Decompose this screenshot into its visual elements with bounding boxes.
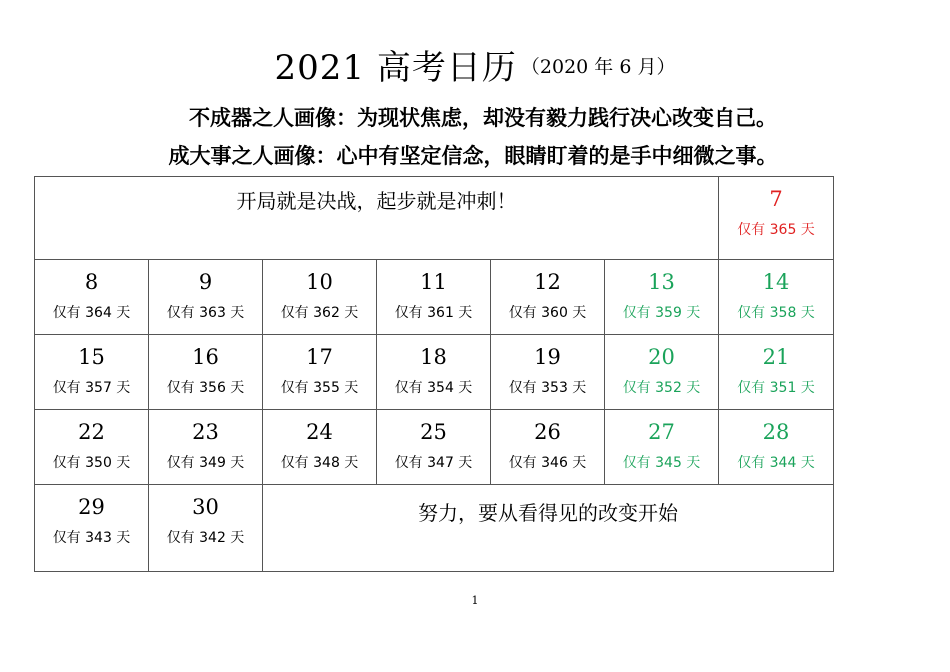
- page-title: 2021 高考日历: [274, 48, 517, 88]
- days-left: 仅有 362 天: [280, 305, 359, 321]
- day-number: 12: [534, 270, 561, 294]
- day-number: 10: [306, 270, 333, 294]
- calendar-title-block: [0, 40, 950, 89]
- days-left: 仅有 346 天: [508, 455, 587, 471]
- day-number: 21: [762, 345, 790, 369]
- days-left: 仅有 353 天: [508, 380, 587, 396]
- day-number: 9: [198, 270, 213, 294]
- day-number: 22: [78, 420, 105, 444]
- days-left: 仅有 357 天: [52, 380, 131, 396]
- days-left: 仅有 350 天: [52, 455, 131, 471]
- day-cell: [149, 485, 263, 572]
- days-left: 仅有 356 天: [166, 380, 245, 396]
- day-number: 23: [192, 420, 219, 444]
- day-cell: [35, 335, 149, 410]
- day-cell: [149, 335, 263, 410]
- day-cell: [719, 177, 834, 260]
- days-left: 仅有 360 天: [508, 305, 587, 321]
- motto-line-1: 不成器之人画像：为现状焦虑，却没有毅力践行决心改变自己。: [189, 106, 777, 130]
- day-number: 8: [84, 270, 99, 294]
- day-number: 16: [192, 345, 219, 369]
- calendar-grid: [34, 176, 834, 572]
- calendar-row: [35, 260, 834, 335]
- days-left: 仅有 343 天: [52, 530, 131, 546]
- day-number: 15: [78, 345, 105, 369]
- day-cell: [605, 260, 719, 335]
- day-cell: [491, 335, 605, 410]
- days-left: 仅有 344 天: [737, 455, 815, 471]
- days-left: 仅有 354 天: [394, 380, 473, 396]
- days-left: 仅有 358 天: [737, 305, 815, 321]
- day-number: 13: [648, 270, 675, 294]
- day-cell: [263, 260, 377, 335]
- calendar-row: [35, 335, 834, 410]
- day-cell: [719, 410, 834, 485]
- calendar-row: [35, 177, 834, 260]
- days-left: 仅有 351 天: [737, 380, 815, 396]
- day-cell: [377, 410, 491, 485]
- day-number: 30: [192, 495, 219, 519]
- days-left: 仅有 348 天: [280, 455, 359, 471]
- day-cell: [263, 410, 377, 485]
- day-cell: [491, 410, 605, 485]
- day-cell: [149, 410, 263, 485]
- day-number: 28: [762, 420, 790, 444]
- days-left: 仅有 363 天: [166, 305, 245, 321]
- day-number: 14: [762, 270, 790, 294]
- day-cell: [377, 260, 491, 335]
- day-cell: [491, 260, 605, 335]
- bottom-banner: 努力，要从看得见的改变开始: [263, 485, 834, 572]
- calendar-row: [35, 485, 834, 572]
- day-number: 25: [420, 420, 447, 444]
- day-number: 26: [534, 420, 561, 444]
- day-cell: [605, 410, 719, 485]
- days-left: 仅有 361 天: [394, 305, 473, 321]
- day-cell: [377, 335, 491, 410]
- day-number: 29: [78, 495, 105, 519]
- days-left: 仅有 349 天: [166, 455, 245, 471]
- day-cell: [719, 335, 834, 410]
- motto-line-2: 成大事之人画像：心中有坚定信念，眼睛盯着的是手中细微之事。: [168, 144, 778, 168]
- days-left: 仅有 355 天: [280, 380, 359, 396]
- day-cell: [719, 260, 834, 335]
- day-number: 19: [534, 345, 561, 369]
- page-number: 1: [471, 594, 479, 607]
- day-number: 24: [306, 420, 333, 444]
- day-number: 11: [420, 270, 447, 294]
- days-left: 仅有 342 天: [166, 530, 245, 546]
- days-left: 仅有 345 天: [622, 455, 701, 471]
- day-cell: [605, 335, 719, 410]
- day-number: 20: [648, 345, 675, 369]
- top-banner: 开局就是决战，起步就是冲刺！: [35, 177, 719, 260]
- day-cell: [149, 260, 263, 335]
- page-subtitle: （2020 年 6 月）: [520, 56, 676, 78]
- days-left: 仅有 352 天: [622, 380, 701, 396]
- days-left: 仅有 359 天: [622, 305, 701, 321]
- day-cell: [35, 410, 149, 485]
- calendar-row: [35, 410, 834, 485]
- day-number: 27: [648, 420, 675, 444]
- day-number: 18: [420, 345, 447, 369]
- day-cell: [263, 335, 377, 410]
- day-cell: [35, 260, 149, 335]
- day-number: 17: [306, 345, 333, 369]
- days-left: 仅有 347 天: [394, 455, 473, 471]
- day-number: 7: [769, 187, 783, 211]
- day-cell: [35, 485, 149, 572]
- days-left: 仅有 365 天: [737, 222, 815, 238]
- days-left: 仅有 364 天: [52, 305, 131, 321]
